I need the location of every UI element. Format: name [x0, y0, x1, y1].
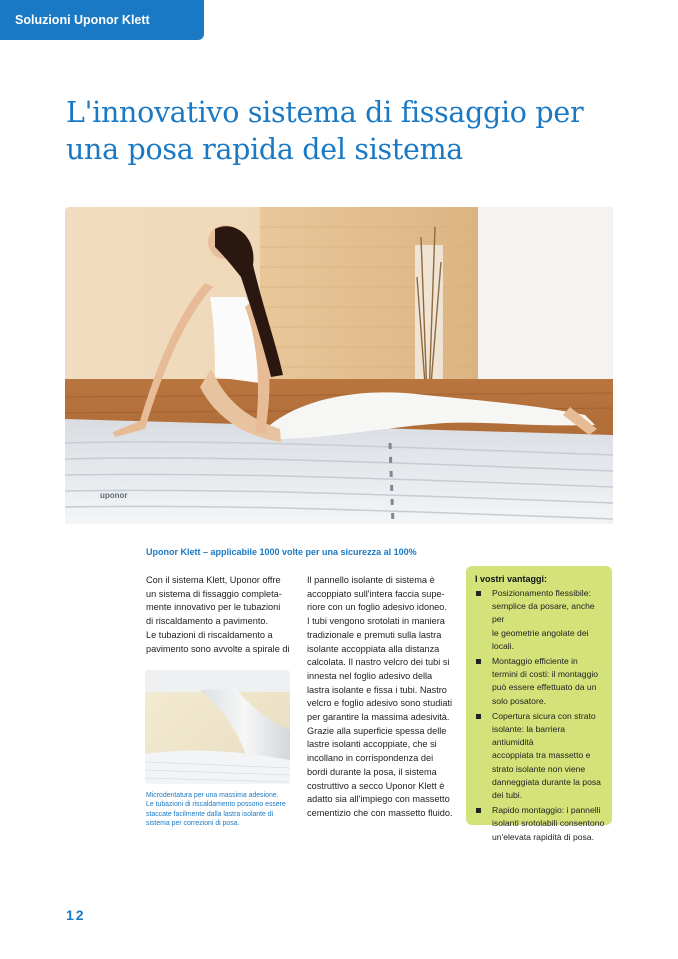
- advantage-item: [475, 710, 606, 802]
- main-photo: [65, 207, 613, 524]
- advantage-line: isolanti srotolabili consentono: [492, 818, 605, 829]
- body-line: riore con un foglio adesivo idoneo.: [307, 602, 447, 613]
- page-number: 12: [66, 907, 86, 923]
- photo-caption: Uponor Klett – applicabile 1000 volte per una sicurezza al 100%: [146, 547, 417, 557]
- square-bullet-icon: [476, 714, 481, 719]
- body-line: innesta nel foglio adesivo della: [307, 670, 433, 681]
- square-bullet-icon: [476, 591, 481, 596]
- advantage-line: può essere effettuato da un: [492, 682, 597, 693]
- mat-print-text: uponor: [100, 491, 128, 500]
- advantage-line: Copertura sicura con strato: [492, 710, 596, 721]
- intro-column: [146, 574, 294, 656]
- velcro-closeup-image: [145, 670, 290, 784]
- section-tab-label: Soluzioni Uponor Klett: [15, 13, 150, 27]
- advantage-line: Montaggio efficiente in: [492, 656, 578, 667]
- body-line: costruttivo a secco Uponor Klett è: [307, 780, 445, 791]
- advantage-line: semplice da posare, anche per: [492, 601, 595, 625]
- body-line: lastre isolanti accoppiate, che si: [307, 739, 437, 750]
- section-tab: [0, 0, 204, 40]
- detail-caption-line: Microdentatura per una massima adesione.: [146, 792, 279, 799]
- advantage-line: un'elevata rapidità di posa.: [492, 831, 594, 842]
- body-line: Grazie alla superficie spessa delle: [307, 725, 447, 736]
- advantage-line: accoppiata tra massetto e: [492, 750, 591, 761]
- body-line: Il pannello isolante di sistema è: [307, 575, 435, 585]
- intro-line: mente innovativo per le tubazioni: [146, 602, 281, 613]
- body-line: isolante accoppiata alla distanza: [307, 643, 440, 654]
- square-bullet-icon: [476, 659, 481, 664]
- body-line: lastra isolante e fissa i tubi. Nastro: [307, 684, 447, 695]
- advantage-line: strato isolante non viene: [492, 763, 586, 774]
- yoga-floor-photo: [65, 207, 613, 524]
- body-line: bordi durante la posa, il sistema: [307, 766, 437, 777]
- page-title-line-2: una posa rapida del sistema: [66, 133, 463, 166]
- advantage-item: [475, 655, 606, 708]
- body-line: velcro e foglio adesivo sono studiati: [307, 698, 453, 709]
- advantage-line: Posizionamento flessibile:: [492, 588, 591, 598]
- intro-line: Le tubazioni di riscaldamento a: [146, 629, 273, 640]
- body-line: calcolata. Il nastro velcro dei tubi si: [307, 657, 450, 668]
- body-line: incollano in corrispondenza dei: [307, 753, 434, 764]
- detail-caption-line: staccate facilmente dalla lastra isolante di: [146, 810, 274, 818]
- intro-line: un sistema di fissaggio completa-: [146, 588, 282, 599]
- intro-line: pavimento sono avvolte a spirale di: [146, 643, 290, 654]
- advantages-box: [466, 566, 612, 842]
- advantages-title: I vostri vantaggi:: [475, 574, 548, 584]
- intro-line: Con il sistema Klett, Uponor offre: [146, 575, 281, 585]
- intro-line: di riscaldamento a pavimento.: [146, 616, 269, 627]
- detail-caption-line: sistema per correzioni di posa.: [146, 820, 240, 828]
- square-bullet-icon: [476, 808, 481, 813]
- advantage-line: isolante: la barriera antiumidità: [492, 724, 566, 748]
- advantage-line: termini di costi: il montaggio: [492, 669, 599, 680]
- page-title: [66, 94, 646, 168]
- body-line: cementizio che con massetto fluido.: [307, 807, 453, 818]
- body-line: per garantire la massima adesività.: [307, 712, 450, 723]
- detail-photo-caption: [146, 791, 296, 829]
- page-title-line-1: L'innovativo sistema di fissaggio per: [66, 96, 584, 129]
- advantage-line: danneggiata durante la posa: [492, 776, 601, 787]
- body-line: accoppiato sull'intera faccia supe-: [307, 588, 445, 599]
- body-column: [307, 574, 457, 821]
- advantage-line: le geometrie angolate dei: [492, 627, 589, 638]
- velcro-detail-photo: [145, 670, 290, 784]
- detail-caption-line: Le tubazioni di riscaldamento possono essere: [146, 801, 286, 809]
- body-line: tradizionale e premuti sulla lastra: [307, 629, 442, 640]
- body-line: adatto sia all'impiego con massetto: [307, 794, 450, 805]
- advantage-item: [475, 804, 606, 844]
- advantage-line: Rapido montaggio: i pannelli: [492, 805, 601, 816]
- advantage-line: dei tubi.: [492, 790, 523, 801]
- advantage-line: locali.: [492, 640, 514, 651]
- advantage-line: solo posatore.: [492, 695, 546, 706]
- advantage-item: [475, 587, 606, 653]
- body-line: I tubi vengono srotolati in maniera: [307, 616, 445, 627]
- advantages-list: [475, 587, 606, 844]
